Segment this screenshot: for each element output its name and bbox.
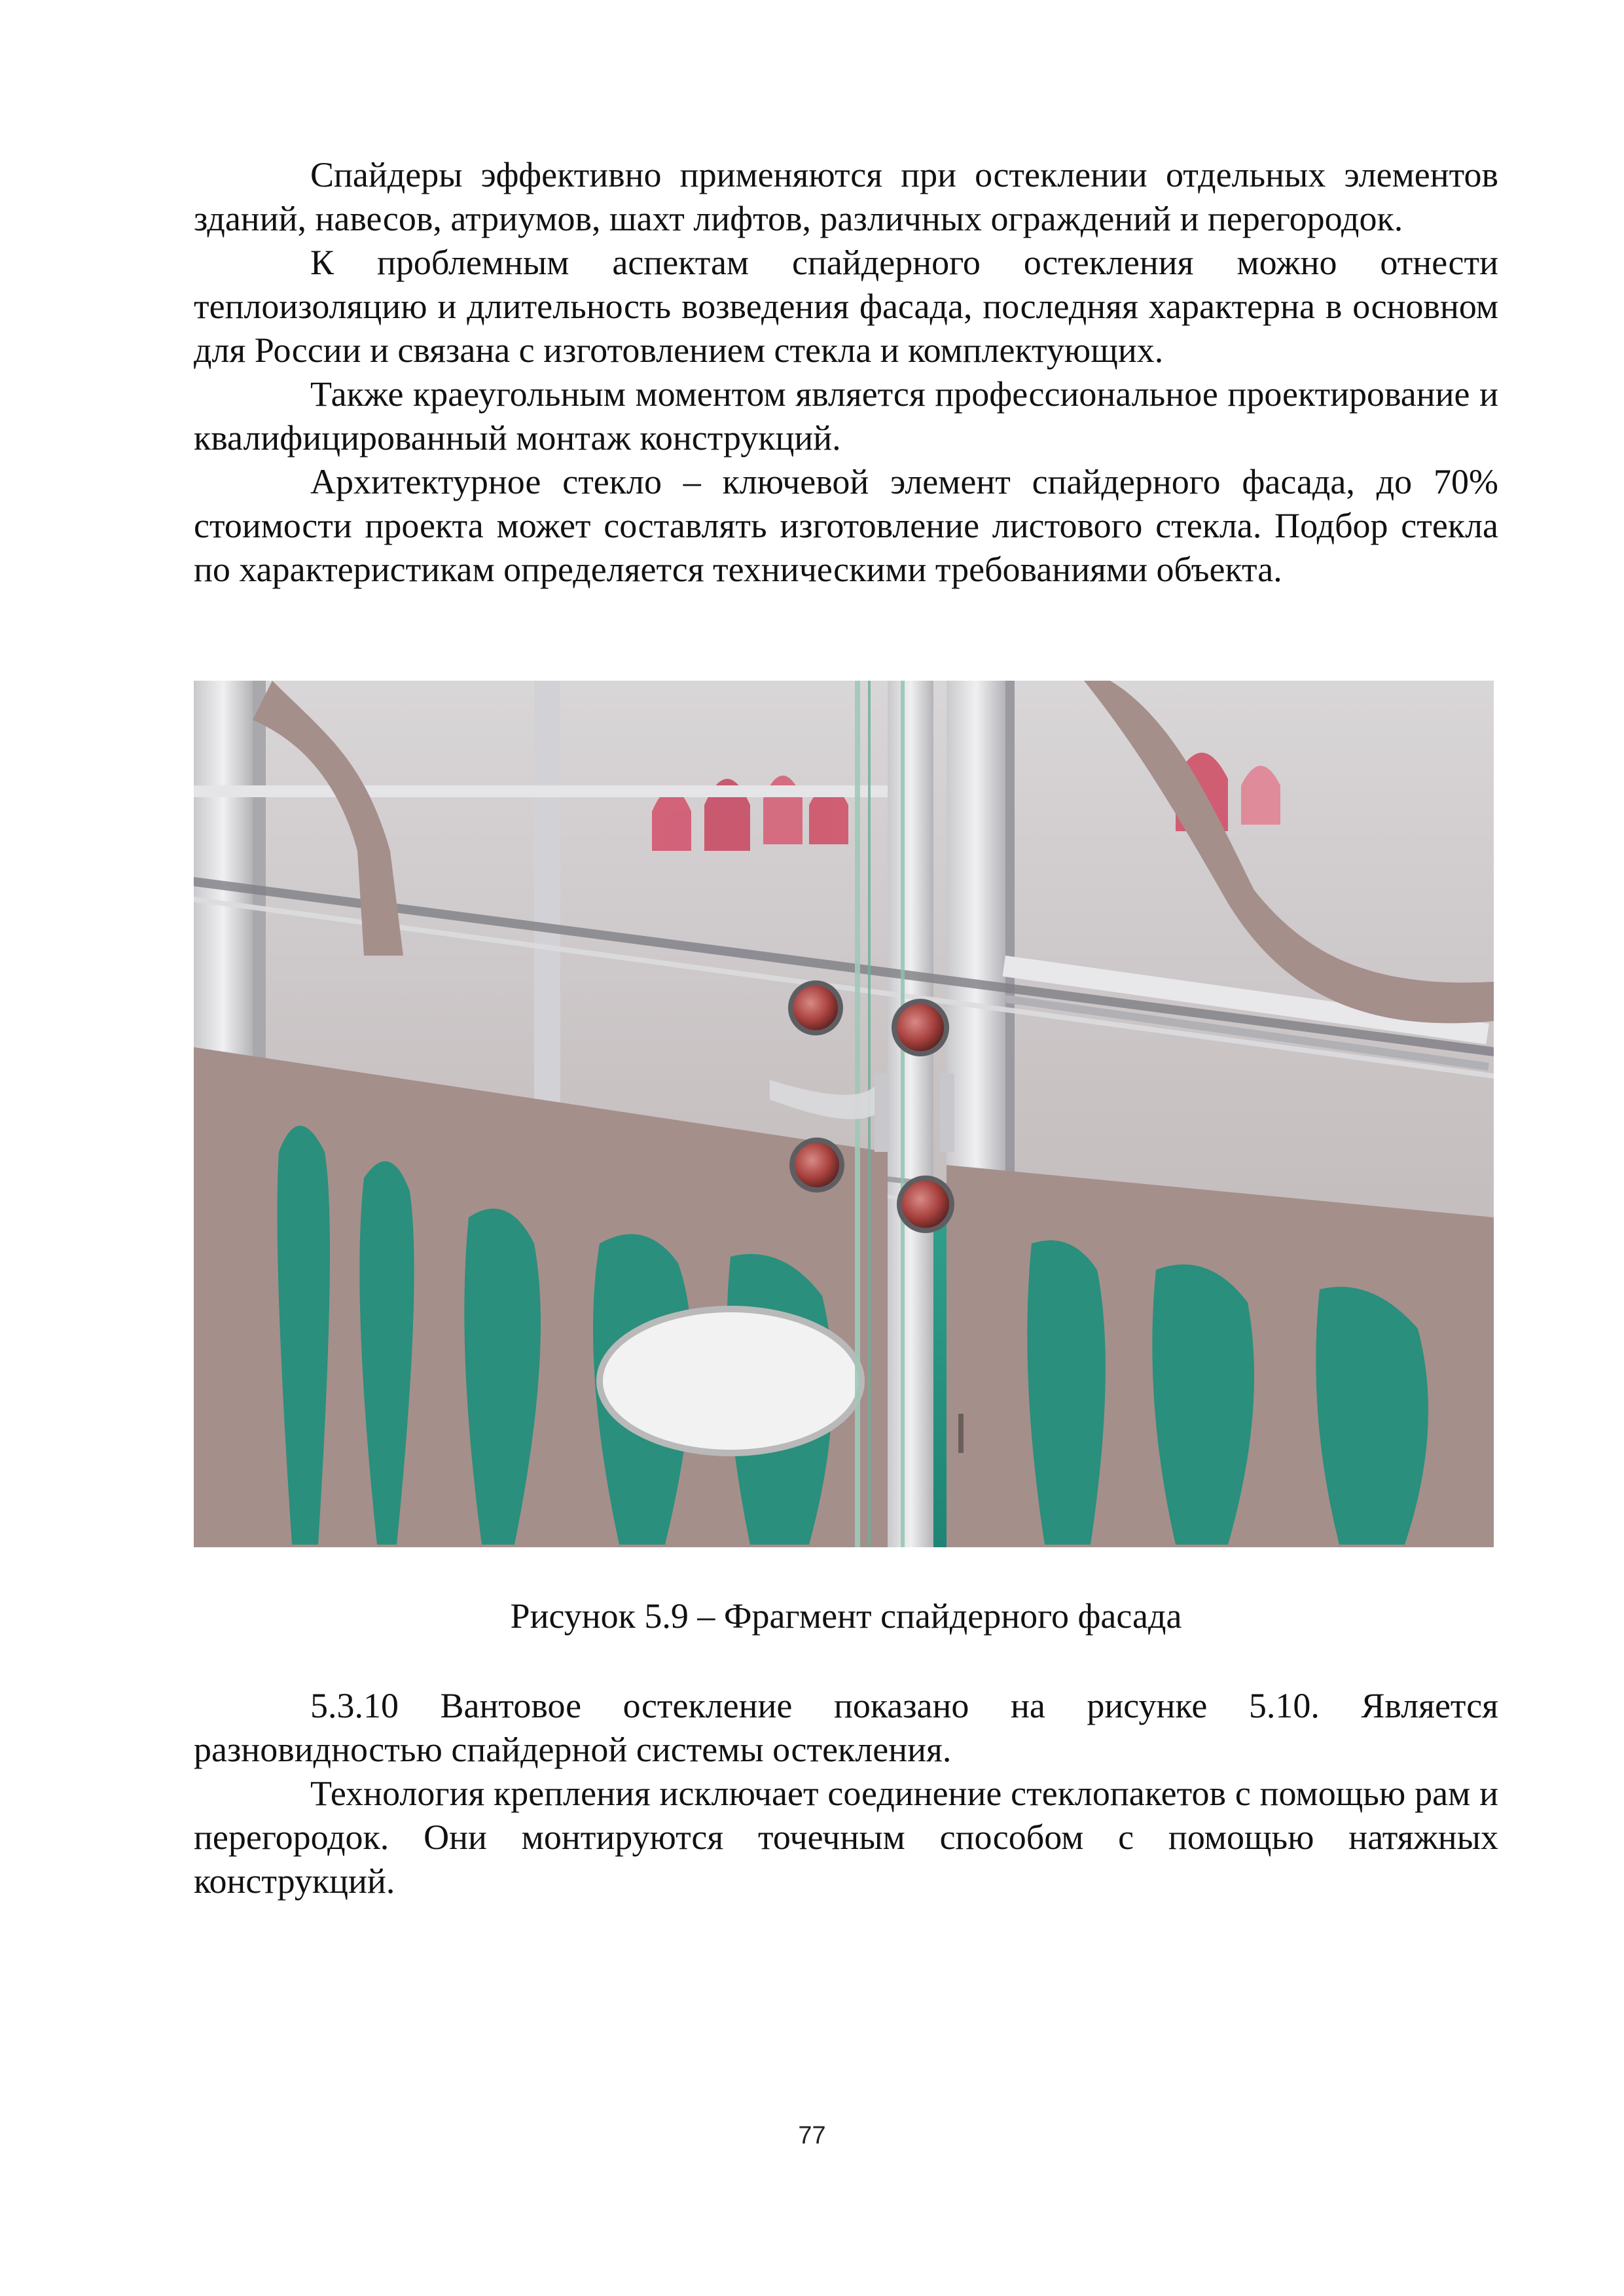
page-number: 77 [798, 2122, 826, 2149]
paragraph: К проблемным аспектам спайдерного остекления можно отнести теплоизоляцию и длительность возведения фасада, последняя характерна в основном для России и связана с изготовлением стекла и комплектующих. [194, 243, 1498, 370]
center-profile [888, 681, 933, 1547]
figure-spider-facade-photo [194, 681, 1494, 1547]
body-text-bottom [194, 1684, 1498, 1903]
bolt-icon [894, 1001, 947, 1054]
body-text-top [194, 153, 1498, 592]
bolt-icon [791, 983, 840, 1033]
bolt-icon [792, 1140, 842, 1190]
paragraph: Спайдеры эффективно применяются при остеклении отдельных элементов зданий, навесов, атриумов, шахт лифтов, различных ограждений и перегородок. [194, 155, 1498, 238]
spider-facade-illustration [194, 681, 1494, 1547]
paragraph: Архитектурное стекло – ключевой элемент спайдерного фасада, до 70% стоимости проекта может составлять изготовление листового стекла. Подбор стекла по характеристикам определяется техническими требованиями объекта. [194, 462, 1498, 589]
figure-caption: Рисунок 5.9 – Фрагмент спайдерного фасада [510, 1596, 1182, 1636]
paragraph: Также краеугольным моментом является профессиональное проектирование и квалифицированный монтаж конструкций. [194, 374, 1498, 457]
bolt-icon [899, 1178, 952, 1230]
paragraph: Технология крепления исключает соединение стеклопакетов с помощью рам и перегородок. Они монтируются точечным способом с помощью натяжных конструкций. [194, 1774, 1498, 1901]
paragraph: 5.3.10 Вантовое остекление показано на рисунке 5.10. Является разновидностью спайдерной системы остекления. [194, 1686, 1498, 1769]
glass-edge-right [901, 681, 905, 1547]
